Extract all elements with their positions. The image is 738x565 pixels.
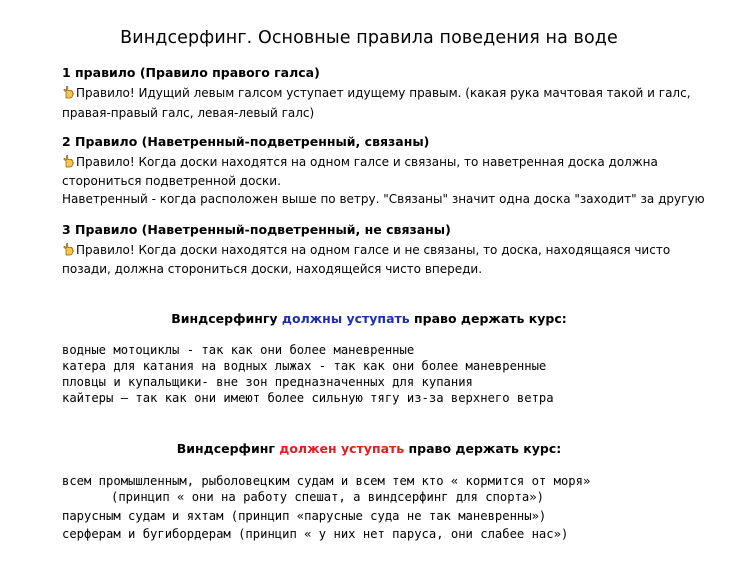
yield-to-heading-emphasis: должны уступать (281, 311, 410, 326)
must-yield-heading-pre: Виндсерфинг (176, 441, 280, 456)
rule-3-line-1 (62, 242, 670, 257)
rule-2-line-1 (62, 154, 658, 169)
yield-to-heading (0, 311, 738, 326)
page-title: Виндсерфинг. Основные правила поведения на воде (120, 28, 618, 48)
list-item (62, 375, 473, 389)
rule-3-text-1: Правило! Когда доски находятся на одном галсе и не связаны, то доска, находящаяся чисто (76, 243, 671, 257)
list-item-text: кайтеры – так как они имеют более сильную тягу из-за верхнего ветра (62, 391, 554, 405)
list-item-text: пловцы и купальщики- вне зон предназначенных для купания (62, 375, 473, 389)
list-item: катера для катания на водных лыжах - так как они более маневренные (62, 359, 547, 373)
rule-1-text-1: Правило! Идущий левым галсом уступает идущему правым. (какая рука мачтовая такой и галс, (76, 86, 691, 100)
list-item: серферам и бугибордерам (принцип « у них нет паруса, они слабее нас») (62, 527, 569, 541)
rule-2-line-3: Наветренный - когда расположен выше по ветру. "Связаны" значит одна доска "заходит" за другую (62, 192, 705, 206)
rule-3-line-2: позади, должна сторониться доски, находящейся чисто впереди. (62, 262, 483, 276)
must-yield-heading (0, 441, 738, 456)
pointing-hand-icon (62, 242, 75, 256)
rule-1-heading: 1 правило (Правило правого галса) (62, 65, 320, 80)
rule-2-heading: 2 Правило (Наветренный-подветренный, связаны) (62, 134, 430, 149)
list-item: парусным судам и яхтам (принцип «парусные суда не так маневренны») (62, 509, 547, 523)
list-item: всем промышленным, рыболовецким судам и всем тем кто « кормится от моря» (62, 474, 591, 488)
yield-to-heading-pre: Виндсерфингу (171, 311, 282, 326)
rule-1-line-1 (62, 85, 691, 100)
pointing-hand-icon (62, 154, 75, 168)
rule-2-line-2: сторониться подветренной доски. (62, 174, 281, 188)
must-yield-heading-emphasis: должен уступать (279, 441, 405, 456)
pointing-hand-icon (62, 85, 75, 99)
rule-1-line-2: правая-правый галс, левая-левый галс) (62, 106, 315, 120)
rule-3-heading: 3 Правило (Наветренный-подветренный, не связаны) (62, 222, 451, 237)
must-yield-heading-post: право держать курс: (404, 441, 562, 456)
list-item: (принцип « они на работу спешат, а виндсерфинг для спорта») (111, 490, 544, 504)
list-item: водные мотоциклы - так как они более маневренные (62, 343, 415, 357)
rule-2-text-1: Правило! Когда доски находятся на одном галсе и связаны, то наветренная доска должна (76, 155, 658, 169)
yield-to-heading-post: право держать курс: (409, 311, 567, 326)
list-item (62, 391, 554, 405)
